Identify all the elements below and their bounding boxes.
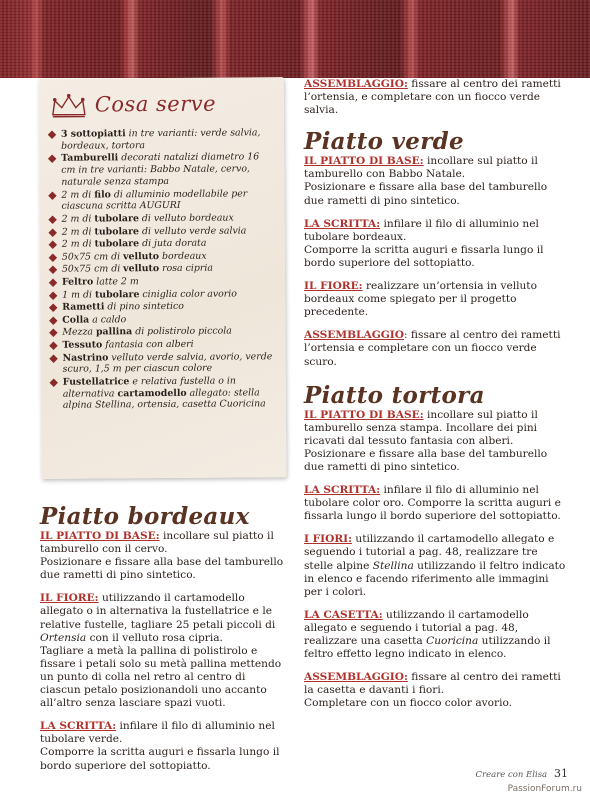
material-item: [50, 275, 275, 288]
material-item: [49, 127, 274, 152]
watermark: PassionForum.ru: [507, 784, 582, 794]
step-flower-verde: IL FIORE: realizzare un’ortensia in velluto bordeaux come spiegato per il progetto precedente.: [304, 280, 537, 319]
material-item: [50, 212, 275, 225]
materials-title: Cosa serve: [94, 92, 217, 117]
bullet-icon: [48, 228, 56, 236]
bullet-icon: [49, 278, 57, 286]
bullet-icon: [49, 253, 57, 261]
bullet-icon: [49, 316, 57, 324]
material-text: Nastrino velluto verde salvia, avorio, verde scuro, 1,5 m per ciascun colore: [62, 350, 273, 375]
material-item: [50, 326, 275, 339]
materials-header: [49, 85, 274, 125]
material-text: 3 sottopiatti in tre varianti: verde salvia, bordeaux, tortora: [60, 127, 261, 152]
material-text: Tamburelli decorati natalizi diametro 16 cm in tre varianti: Babbo Natale, cervo, naturale senza stampa: [61, 151, 260, 188]
material-item: [50, 237, 275, 250]
step-flower-bordeaux: IL FIORE: utilizzando il cartamodello allegato o in alternativa la fustellatrice e le relative fustelle, tagliare 25 petali piccoli di Ortensia con il velluto rosa cipria. Tagliare a metà la pallina di polistirolo e fissare i petali solo su metà pallina mettendo un punto di colla nel retro al centro di ciascun petalo posizionandoli uno accanto all’altro senza lasciare spazi vuoti.: [40, 592, 282, 710]
bullet-icon: [48, 155, 56, 163]
step-assembly-tortora: ASSEMBLAGGIO: fissare al centro dei rametti la casetta e davanti i fiori. Completare con un fiocco color avorio.: [304, 671, 561, 710]
section-title-verde: Piatto verde: [304, 128, 464, 156]
crown-icon: [49, 91, 89, 121]
material-item: [51, 375, 276, 412]
step-writing-tortora: LA SCRITTA: infilare il filo di alluminio nel tubolare color oro. Comporre la scritta auguri e fissarla lungo il bordo superiore del sottopiatto.: [304, 484, 561, 523]
section-title-bordeaux: Piatto bordeaux: [40, 503, 250, 530]
step-base-tortora: IL PIATTO DI BASE: incollare sul piatto il tamburello senza stampa. Incollare dei pini ricavati dal tessuto fantasia con alberi. Posizionare e fissare alla base del tamburello due rametti di pino sintetico.: [304, 408, 548, 473]
material-item: [50, 250, 275, 263]
material-item: [51, 351, 276, 376]
material-item: [50, 288, 275, 301]
material-item: [49, 188, 274, 213]
material-text: Tessuto fantasia con alberi: [62, 338, 194, 351]
bullet-icon: [48, 131, 56, 139]
material-text: 2 m di filo di alluminio modellabile per ciascuna scritta AUGURI: [61, 187, 248, 213]
materials-card: [39, 77, 287, 479]
fabric-banner: [0, 0, 590, 78]
material-text: 1 m di tubolare ciniglia color avorio: [62, 288, 237, 301]
material-text: Mezza pallina di polistirolo piccola: [62, 325, 232, 339]
material-text: Fustellatrice e relativa fustella o in alternativa cartamodello allegato: stella alpina Stellina, ortensia, casetta Cuoricina: [62, 375, 266, 412]
left-column: [40, 78, 285, 783]
bullet-icon: [49, 304, 57, 312]
step-writing-bordeaux: LA SCRITTA: infilare il filo di alluminio nel tubolare verde. Comporre la scritta auguri e fissarla lungo il bordo superiore del sottopiatto.: [40, 720, 280, 772]
material-text: 2 m di tubolare di velluto verde salvia: [61, 224, 247, 238]
step-assembly-verde: ASSEMBLAGGIO: fissare al centro dei rametti l’ortensia e completare con un fiocco verde scuro.: [304, 329, 561, 368]
page-footer: [476, 767, 568, 780]
material-item: [50, 300, 275, 313]
material-item: [50, 225, 275, 238]
step-base-verde: IL PIATTO DI BASE: incollare sul piatto il tamburello con Babbo Natale. Posizionare e fissare alla base del tamburello due rametti di pino sintetico.: [304, 155, 548, 207]
page-number: 31: [554, 767, 568, 780]
material-text: Feltro latte 2 m: [61, 276, 139, 288]
material-text: 2 m di tubolare di velluto bordeaux: [61, 212, 234, 225]
step-base-bordeaux: IL PIATTO DI BASE: incollare sul piatto il tamburello con il cervo. Posizionare e fissare alla base del tamburello due rametti di pino sintetico.: [40, 530, 284, 582]
material-item: [50, 338, 275, 351]
material-text: 50x75 cm di velluto bordeaux: [61, 250, 207, 263]
bullet-icon: [49, 341, 57, 349]
magazine-brand: Creare con Elisa: [475, 770, 548, 780]
material-item: [50, 263, 275, 276]
materials-list: [49, 127, 276, 412]
material-text: Rametti di pino sintetico: [62, 300, 184, 313]
material-text: 50x75 cm di velluto rosa cipria: [61, 262, 213, 276]
section-title-tortora: Piatto tortora: [304, 381, 485, 409]
step-assembly-bordeaux: ASSEMBLAGGIO: fissare al centro dei rametti l’ortensia, e completare con un fiocco verde salvia.: [304, 78, 561, 117]
bullet-icon: [49, 241, 57, 249]
bullet-icon: [48, 191, 56, 199]
step-writing-verde: LA SCRITTA: infilare il filo di alluminio nel tubolare bordeaux. Comporre la scritta auguri e fissarla lungo il bordo superiore del sottopiatto.: [304, 217, 544, 269]
step-house-tortora: LA CASETTA: utilizzando il cartamodello allegato e seguendo i tutorial a pag. 48, realizzare una casetta Cuoricina utilizzando il feltro effetto legno indicato in elenco.: [304, 608, 551, 661]
bullet-icon: [49, 354, 57, 362]
material-text: 2 m di tubolare di juta dorata: [61, 237, 207, 250]
bullet-icon: [49, 266, 57, 274]
material-item: [49, 152, 274, 189]
bullet-icon: [48, 215, 56, 223]
bullet-icon: [49, 329, 57, 337]
right-column: [304, 78, 566, 720]
step-flowers-tortora: I FIORI: utilizzando il cartamodello allegato e seguendo i tutorial a pag. 48, realizzare tre stelle alpine Stellina utilizzando il feltro indicato in elenco e facendo riferimento alle immagini per i colori.: [304, 533, 566, 598]
bullet-icon: [49, 378, 57, 386]
material-text: Colla a caldo: [62, 313, 127, 326]
bullet-icon: [49, 291, 57, 299]
material-item: [50, 313, 275, 326]
